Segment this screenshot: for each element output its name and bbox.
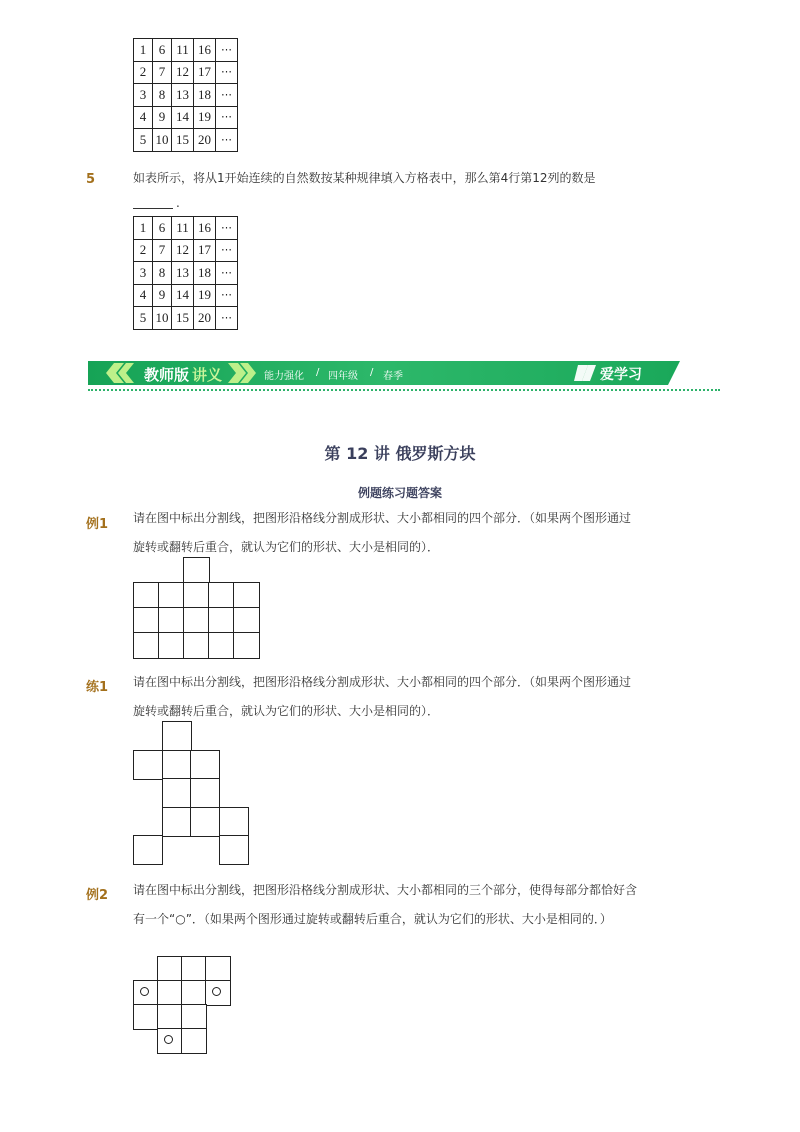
table-cell: 2 — [134, 61, 153, 84]
table-cell: 15 — [172, 307, 194, 330]
lecture-title: 第 12 讲 俄罗斯方块 — [324, 444, 476, 463]
example-1-line1: 请在图中标出分割线，把图形沿格线分割成形状、大小都相同的四个部分．（如果两个图形通过 — [133, 511, 632, 525]
example-1-line2: 旋转或翻转后重合，就认为它们的形状、大小是相同的）． — [133, 540, 440, 554]
table-cell: 13 — [172, 84, 194, 107]
table-cell: 4 — [134, 284, 153, 307]
banner-tag-ability: 能力强化 — [264, 371, 304, 382]
grid-cell — [181, 980, 207, 1006]
grid-cell — [233, 582, 260, 609]
table-cell: ⋯ — [216, 61, 238, 84]
grid-cell — [162, 778, 192, 808]
grid-cell — [133, 582, 160, 609]
example-2-label: 例2 — [86, 888, 109, 903]
table-cell: 8 — [153, 84, 172, 107]
teacher-edition-banner — [88, 361, 680, 385]
number-table-top — [133, 38, 238, 152]
grid-cell — [133, 632, 160, 659]
example-2-line2: 有一个“○”．（如果两个图形通过旋转或翻转后重合，就认为它们的形状、大小是相同的．） — [133, 912, 612, 926]
table-cell: 20 — [194, 307, 216, 330]
table-cell: 5 — [134, 307, 153, 330]
table-cell: ⋯ — [216, 106, 238, 129]
grid-cell — [205, 956, 231, 982]
grid-cell — [162, 721, 192, 751]
question-5-text — [133, 163, 596, 194]
brand-logo: 爱学习 — [600, 367, 642, 383]
grid-cell — [158, 582, 185, 609]
table-cell: 1 — [134, 39, 153, 62]
example-1-label: 例1 — [86, 517, 109, 532]
table-cell: ⋯ — [216, 84, 238, 107]
grid-cell — [183, 582, 210, 609]
table-cell: 3 — [134, 262, 153, 285]
table-cell: 19 — [194, 284, 216, 307]
banner-tag-grade: 四年级 — [328, 371, 358, 382]
grid-cell — [208, 582, 235, 609]
table-row — [134, 61, 238, 84]
number-table-q5 — [133, 216, 238, 330]
table-cell: 7 — [153, 61, 172, 84]
section-title: 例题练习题答案 — [357, 486, 442, 500]
table-row — [134, 307, 238, 330]
grid-cell — [158, 607, 185, 634]
table-cell: 17 — [194, 239, 216, 262]
table-cell: ⋯ — [216, 129, 238, 152]
grid-cell — [219, 807, 249, 837]
grid-cell — [190, 778, 220, 808]
grid-cell — [162, 807, 192, 837]
grid-cell — [190, 807, 220, 837]
grid-cell — [181, 956, 207, 982]
grid-cell — [133, 750, 163, 780]
answer-blank-period: . — [176, 196, 180, 210]
example-2-line1: 请在图中标出分割线，把图形沿格线分割成形状、大小都相同的三个部分，使得每部分都恰好含 — [133, 883, 638, 897]
question-number-5: 5 — [86, 172, 96, 187]
grid-cell — [233, 607, 260, 634]
table-cell: 14 — [172, 284, 194, 307]
table-cell: 8 — [153, 262, 172, 285]
table-cell: 14 — [172, 106, 194, 129]
circle-marker — [212, 987, 221, 996]
table-row — [134, 239, 238, 262]
table-cell: 7 — [153, 239, 172, 262]
grid-cell — [183, 632, 210, 659]
grid-cell — [133, 1004, 159, 1030]
grid-cell — [158, 632, 185, 659]
table-row — [134, 217, 238, 240]
table-cell: 20 — [194, 129, 216, 152]
circle-marker — [140, 987, 149, 996]
table-cell: 12 — [172, 239, 194, 262]
grid-cell — [181, 1004, 207, 1030]
banner-tag-sep2: / — [370, 367, 374, 378]
table-cell: ⋯ — [216, 39, 238, 62]
table-cell: 11 — [172, 39, 194, 62]
table-row — [134, 84, 238, 107]
table-cell: 9 — [153, 284, 172, 307]
table-cell: 15 — [172, 129, 194, 152]
question-5-body: 如表所示，将从1开始连续的自然数按某种规律填入方格表中，那么第4行第12列的数是 — [133, 171, 596, 185]
banner-tag-sep1: / — [316, 367, 320, 378]
table-cell: 16 — [194, 39, 216, 62]
banner-title-sub: 讲义 — [192, 366, 223, 384]
grid-cell — [157, 1004, 183, 1030]
practice-1-label: 练1 — [86, 680, 109, 695]
grid-cell — [183, 607, 210, 634]
table-cell: 11 — [172, 217, 194, 240]
table-cell: ⋯ — [216, 239, 238, 262]
grid-cell — [183, 557, 210, 584]
practice-1-line2: 旋转或翻转后重合，就认为它们的形状、大小是相同的）． — [133, 704, 440, 718]
table-row — [134, 262, 238, 285]
table-cell: 18 — [194, 84, 216, 107]
table-cell: 16 — [194, 217, 216, 240]
table-cell: 19 — [194, 106, 216, 129]
table-row — [134, 284, 238, 307]
table-cell: 6 — [153, 39, 172, 62]
table-cell: 6 — [153, 217, 172, 240]
circle-marker — [164, 1035, 173, 1044]
table-cell: ⋯ — [216, 262, 238, 285]
table-cell: 12 — [172, 61, 194, 84]
grid-cell — [157, 980, 183, 1006]
table-cell: 13 — [172, 262, 194, 285]
grid-cell — [181, 1028, 207, 1054]
grid-cell — [208, 607, 235, 634]
grid-cell — [133, 607, 160, 634]
grid-cell — [162, 750, 192, 780]
table-cell: 5 — [134, 129, 153, 152]
table-cell: 1 — [134, 217, 153, 240]
table-cell: 17 — [194, 61, 216, 84]
table-cell: 10 — [153, 129, 172, 152]
grid-cell — [219, 835, 249, 865]
grid-cell — [208, 632, 235, 659]
answer-blank — [133, 208, 173, 209]
grid-cell — [133, 835, 163, 865]
table-cell: 2 — [134, 239, 153, 262]
grid-cell — [190, 750, 220, 780]
banner-tag-season: 春季 — [383, 371, 403, 382]
table-cell: ⋯ — [216, 284, 238, 307]
table-row — [134, 129, 238, 152]
table-cell: 3 — [134, 84, 153, 107]
table-row — [134, 106, 238, 129]
table-cell: 10 — [153, 307, 172, 330]
grid-cell — [233, 632, 260, 659]
grid-cell — [157, 956, 183, 982]
table-cell: ⋯ — [216, 217, 238, 240]
practice-1-line1: 请在图中标出分割线，把图形沿格线分割成形状、大小都相同的四个部分．（如果两个图形通过 — [133, 675, 632, 689]
table-cell: 18 — [194, 262, 216, 285]
table-row — [134, 39, 238, 62]
table-cell: 4 — [134, 106, 153, 129]
table-cell: ⋯ — [216, 307, 238, 330]
table-cell: 9 — [153, 106, 172, 129]
banner-title-main: 教师版 — [144, 366, 190, 384]
banner-dotted-divider — [88, 389, 720, 391]
